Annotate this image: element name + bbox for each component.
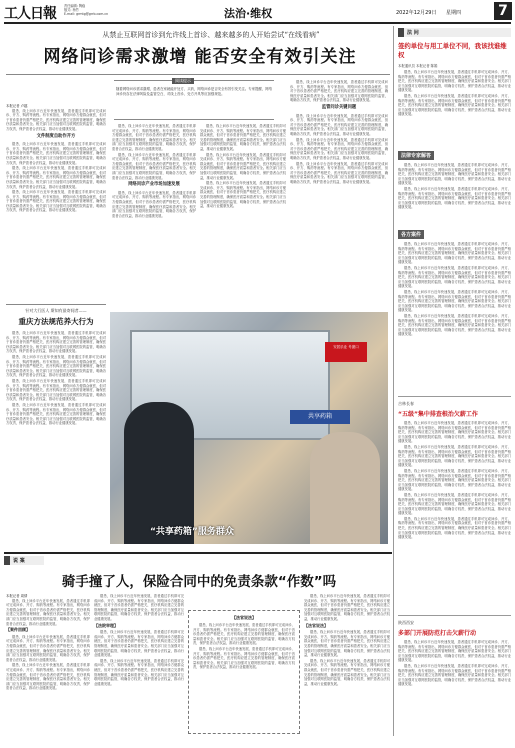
fawen-label-bar	[398, 28, 511, 37]
page-number: 7	[494, 2, 512, 20]
photo-person-figure	[310, 432, 380, 544]
shuofa-label: 说 案	[13, 558, 25, 564]
subhead-3: 监管问诊关键问题	[321, 104, 357, 110]
shuofa-subhead-1: 【案件回顾】	[6, 627, 30, 633]
photo-officer-figure	[124, 402, 194, 544]
body-paragraph: 据悉，线上问诊平台近年快速发展，患者通过手机即可完成问诊、开方、购药等流程。有专家指出，网络问诊方便群众就医，但对于首诊患者仍需严格把关，医疗机构应建立完善的管理制度，确保医疗质量和患者安全。相关部门应当加强对互联网医院的监管，明确各方权责，保护患者合法权益，推动行业健康发展。	[290, 137, 388, 160]
body-paragraph: 据悉，线上问诊平台近年快速发展，患者通过手机即可完成问诊、开方、购药等流程。有专家指出，网络问诊方便群众就医，但对于首诊患者仍需严格把关，医疗机构应建立完善的管理制度，确保医疗质量和患者安全。相关部门应当加强对互联网医院的监管，明确各方权责，保护患者合法权益，推动行业健康发展。	[398, 265, 511, 289]
body-paragraph: 据悉，线上问诊平台近年快速发展，患者通过手机即可完成问诊、开方、购药等流程。有专家指出，网络问诊方便群众就医，但对于首诊患者仍需严格把关，医疗机构应建立完善的管理制度，确保医疗质量和患者安全。相关部门应当加强对互联网医院的监管，明确各方权责，保护患者合法权益，推动行业健康发展。	[200, 124, 286, 151]
body-paragraph: 据悉，线上问诊平台近年快速发展，患者通过手机即可完成问诊、开方、购药等流程。有专家指出，网络问诊方便群众就医，但对于首诊患者仍需严格把关，医疗机构应建立完善的管理制度，确保医疗质量和患者安全。相关部门应当加强对互联网医院的监管，明确各方权责，保护患者合法权益，推动行业健康发展。	[304, 658, 390, 686]
right-divider-1	[398, 396, 511, 397]
body-paragraph: 据悉，线上问诊平台近年快速发展，患者通过手机即可完成问诊、开方、购药等流程。有专家指出，网络问诊方便群众就医，但对于首诊患者仍需严格把关，医疗机构应建立完善的管理制度，确保医疗质量和患者安全。相关部门应当加强对互联网医院的监管，明确各方权责，保护患者合法权益，推动行业健康发展。	[304, 594, 390, 621]
body-paragraph: 据悉，线上问诊平台近年快速发展，患者通过手机即可完成问诊、开方、购药等流程。有专家指出，网络问诊方便群众就医，但对于首诊患者仍需严格把关，医疗机构应建立完善的管理制度，确保医疗质量和患者安全。相关部门应当加强对互联网医院的监管，明确各方权责，保护患者合法权益，推动行业健康发展。	[193, 623, 295, 646]
right-column-divider	[393, 26, 394, 736]
right-body-3	[398, 242, 511, 392]
body-paragraph: 据悉，线上问诊平台近年快速发展，患者通过手机即可完成问诊、开方、购药等流程。有专家指出，网络问诊方便群众就医，但对于首诊患者仍需严格把关，医疗机构应建立完善的管理制度，确保医疗质量和患者安全。相关部门应当加强对互联网医院的监管，明确各方权责，保护患者合法权益，推动行业健康发展。	[398, 289, 511, 313]
body-paragraph: 据悉，线上问诊平台近年快速发展，患者通过手机即可完成问诊、开方、购药等流程。有专家指出，网络问诊方便群众就医，但对于首诊患者仍需严格把关，医疗机构应建立完善的管理制度，确保医疗质量和患者安全。相关部门应当加强对互联网医院的监管，明确各方权责，保护患者合法权益，推动行业健康发展。	[398, 70, 511, 93]
body-paragraph: 据悉，线上问诊平台近年快速发展，患者通过手机即可完成问诊、开方、购药等流程。有专家指出，网络问诊方便群众就医，但对于首诊患者仍需严格把关，医疗机构应建立完善的管理制度，确保医疗质量和患者安全。相关部门应当加强对互联网医院的监管，明确各方权责，保护患者合法权益，推动行业健康发展。	[6, 108, 106, 131]
right-headline: 签约单位与用工单位不同，我该找谁维权	[398, 42, 507, 59]
fawen-label: 法 问	[407, 30, 419, 36]
shuofa-headline: 骑手撞了人，保险合同中的免责条款“作数”吗	[61, 574, 337, 590]
body-paragraph: 据悉，线上问诊平台近年快速发展，患者通过手机即可完成问诊、开方、购药等流程。有专家指出，网络问诊方便群众就医，但对于首诊患者仍需严格把关，医疗机构应建立完善的管理制度，确保医疗质量和患者安全。相关部门应当加强对互联网医院的监管，明确各方权责，保护患者合法权益，推动行业健康发展。	[398, 186, 511, 210]
right-body-2	[398, 163, 511, 221]
box-kicker: 针对大行医人 斯知有最寄间者——	[25, 308, 87, 313]
masthead-rule	[4, 22, 511, 24]
body-paragraph: 据悉，线上问诊平台近年快速发展，患者通过手机即可完成问诊、开方、购药等流程。有专家指出，网络问诊方便群众就医，但对于首诊患者仍需严格把关，医疗机构应建立完善的管理制度，确保医疗质量和患者安全。相关部门应当加强对互联网医院的监管，明确各方权责，保护患者合法权益，推动行业健康发展。	[398, 93, 511, 117]
photo-sign: 共享药箱	[290, 410, 350, 424]
body-paragraph: 据悉，线上问诊平台近年快速发展，患者通过手机即可完成问诊、开方、购药等流程。有专家指出，网络问诊方便群众就医，但对于首诊患者仍需严格把关，医疗机构应建立完善的管理制度，确保医疗质量和患者安全。相关部门应当加强对互联网医院的监管，明确各方权责，保护患者合法权益，推动行业健康发展。	[94, 658, 184, 686]
shuofa-col1	[6, 594, 90, 744]
body-paragraph: 据悉，线上问诊平台近年快速发展，患者通过手机即可完成问诊、开方、购药等流程。有专家指出，网络问诊方便群众就医，但对于首诊患者仍需严格把关，医疗机构应建立完善的管理制度，确保医疗质量和患者安全。相关部门应当加强对互联网医院的监管，明确各方权责，保护患者合法权益，推动行业健康发展。	[398, 468, 511, 492]
masthead-editor-info	[64, 4, 108, 16]
mid-body	[398, 421, 511, 611]
lead-col2	[112, 124, 196, 310]
lead-col4	[290, 80, 388, 308]
lead-col1	[6, 104, 106, 300]
editor-line: 责任编辑: 陶稳	[64, 4, 86, 8]
body-paragraph: 据悉，线上问诊平台近年快速发展，患者通过手机即可完成问诊、开方、购药等流程。有专家指出，网络问诊方便群众就医，但对于首诊患者仍需严格把关，医疗机构应建立完善的管理制度，确保医疗质量和患者安全。相关部门应当加强对互联网医院的监管，明确各方权责，保护患者合法权益，推动行业健康发展。	[290, 113, 388, 136]
body-paragraph: 据悉，线上问诊平台近年快速发展，患者通过手机即可完成问诊、开方、购药等流程。有专家指出，网络问诊方便群众就医，但对于首诊患者仍需严格把关，医疗机构应建立完善的管理制度，确保医疗质量和患者安全。相关部门应当加强对互联网医院的监管，明确各方权责，保护患者合法权益，推动行业健康发展。	[6, 634, 90, 662]
shuofa-subhead-3: 【法官说法】	[304, 622, 328, 628]
box-body	[6, 331, 106, 531]
body-paragraph: 据悉，线上问诊平台近年快速发展，患者通过手机即可完成问诊、开方、购药等流程。有专家指出，网络问诊方便群众就医，但对于首诊患者仍需严格把关，医疗机构应建立完善的管理制度，确保医疗质量和患者安全。相关部门应当加强对互联网医院的监管，明确各方权责，保护患者合法权益，推动行业健康发展。	[193, 646, 295, 670]
body-paragraph: 据悉，线上问诊平台近年快速发展，患者通过手机即可完成问诊、开方、购药等流程。有专家指出，网络问诊方便群众就医，但对于首诊患者仍需严格把关，医疗机构应建立完善的管理制度，确保医疗质量和患者安全。相关部门应当加强对互联网医院的监管，明确各方权责，保护患者合法权益，推动行业健康发展。	[6, 402, 106, 426]
right-divider-2	[398, 615, 511, 616]
box-headline: 重庆方法规范养大行为	[18, 317, 94, 326]
mid-headline: “五级”集中排查根治欠薪工作	[398, 411, 478, 418]
email-line: E-mail: grmtg@grrb.com.cn	[64, 12, 109, 16]
mid-title: 吉林长春	[398, 401, 414, 406]
right-subhead-2: 各方案件	[398, 230, 424, 239]
shuofa-rule	[4, 552, 392, 554]
body-paragraph: 据悉，线上问诊平台近年快速发展，患者通过手机即可完成问诊、开方、购药等流程。有专家指出，网络问诊方便群众就医，但对于首诊患者仍需严格把关，医疗机构应建立完善的管理制度，确保医疗质量和患者安全。相关部门应当加强对互联网医院的监管，明确各方权责，保护患者合法权益，推动行业健康发展。	[6, 378, 106, 402]
body-paragraph: 据悉，线上问诊平台近年快速发展，患者通过手机即可完成问诊、开方、购药等流程。有专家指出，网络问诊方便群众就医，但对于首诊患者仍需严格把关，医疗机构应建立完善的管理制度，确保医疗质量和患者安全。相关部门应当加强对互联网医院的监管，明确各方权责，保护患者合法权益，推动行业健康发展。	[94, 630, 184, 658]
body-paragraph: 据悉，线上问诊平台近年快速发展，患者通过手机即可完成问诊、开方、购药等流程。有专家指出，网络问诊方便群众就医，但对于首诊患者仍需严格把关，医疗机构应建立完善的管理制度，确保医疗质量和患者安全。相关部门应当加强对互联网医院的监管，明确各方权责，保护患者合法权益，推动行业健康发展。	[94, 594, 184, 621]
section-title: 法治·维权	[224, 7, 273, 20]
body-paragraph: 据悉，线上问诊平台近年快速发展，患者通过手机即可完成问诊、开方、购药等流程。有专家指出，网络问诊方便群众就医，但对于首诊患者仍需严格把关，医疗机构应建立完善的管理制度，确保医疗质量和患者安全。相关部门应当加强对互联网医院的监管，明确各方权责，保护患者合法权益，推动行业健康发展。	[112, 124, 196, 151]
body-paragraph: 据悉，线上问诊平台近年快速发展，患者通过手机即可完成问诊、开方、购药等流程。有专家指出，网络问诊方便群众就医，但对于首诊患者仍需严格把关，医疗机构应建立完善的管理制度，确保医疗质量和患者安全。相关部门应当加强对互联网医院的监管，明确各方权责，保护患者合法权益，推动行业健康发展。	[6, 142, 106, 165]
body-paragraph: 据悉，线上问诊平台近年快速发展，患者通过手机即可完成问诊、开方、购药等流程。有专家指出，网络问诊方便群众就医，但对于首诊患者仍需严格把关，医疗机构应建立完善的管理制度，确保医疗质量和患者安全。相关部门应当加强对互联网医院的监管，明确各方权责，保护患者合法权益，推动行业健康发展。	[398, 444, 511, 468]
body-paragraph: 据悉，线上问诊平台近年快速发展，患者通过手机即可完成问诊、开方、购药等流程。有专家指出，网络问诊方便群众就医，但对于首诊患者仍需严格把关，医疗机构应建立完善的管理制度，确保医疗质量和患者安全。相关部门应当加强对互联网医院的监管，明确各方权责，保护患者合法权益，推动行业健康发展。	[398, 313, 511, 337]
body-paragraph: 据悉，线上问诊平台近年快速发展，患者通过手机即可完成问诊、开方、购药等流程。有专家指出，网络问诊方便群众就医，但对于首诊患者仍需严格把关，医疗机构应建立完善的管理制度，确保医疗质量和患者安全。相关部门应当加强对互联网医院的监管，明确各方权责，保护患者合法权益，推动行业健康发展。	[398, 516, 511, 540]
box-article	[6, 304, 106, 544]
newspaper-logo: 工人日報	[4, 6, 56, 22]
lead-headline-rule	[6, 74, 390, 75]
right-body-1	[398, 70, 511, 142]
shuofa-sidebar-body	[193, 623, 295, 729]
body-paragraph: 据悉，线上问诊平台近年快速发展，患者通过手机即可完成问诊、开方、购药等流程。有专家指出，网络问诊方便群众就医，但对于首诊患者仍需严格把关，医疗机构应建立完善的管理制度，确保医疗质量和患者安全。相关部门应当加强对互联网医院的监管，明确各方权责，保护患者合法权益，推动行业健康发展。	[290, 80, 388, 103]
body-paragraph: 据悉，线上问诊平台近年快速发展，患者通过手机即可完成问诊、开方、购药等流程。有专家指出，网络问诊方便群众就医，但对于首诊患者仍需严格把关，医疗机构应建立完善的管理制度，确保医疗质量和患者安全。相关部门应当加强对互联网医院的监管，明确各方权责，保护患者合法权益，推动行业健康发展。	[6, 190, 106, 213]
body-paragraph: 据悉，线上问诊平台近年快速发展，患者通过手机即可完成问诊、开方、购药等流程。有专家指出，网络问诊方便群众就医，但对于首诊患者仍需严格把关，医疗机构应建立完善的管理制度，确保医疗质量和患者安全。相关部门应当加强对互联网医院的监管，明确各方权责，保护患者合法权益，推动行业健康发展。	[398, 640, 511, 663]
shuofa-col2	[94, 594, 184, 744]
body-paragraph: 据悉，线上问诊平台近年快速发展，患者通过手机即可完成问诊、开方、购药等流程。有专家指出，网络问诊方便群众就医，但对于首诊患者仍需严格把关，医疗机构应建立完善的管理制度，确保医疗质量和患者安全。相关部门应当加强对互联网医院的监管，明确各方权责，保护患者合法权益，推动行业健康发展。	[398, 242, 511, 265]
right-column	[398, 28, 511, 736]
date-label: 2022年12月29日	[396, 10, 437, 16]
shuofa-label-bar	[4, 556, 44, 565]
body-paragraph: 据悉，线上问诊平台近年快速发展，患者通过手机即可完成问诊、开方、购药等流程。有专家指出，网络问诊方便群众就医，但对于首诊患者仍需严格把关，医疗机构应建立完善的管理制度，确保医疗质量和患者安全。相关部门应当加强对互联网医院的监管，明确各方权责，保护患者合法权益，推动行业健康发展。	[6, 331, 106, 354]
right-subhead-1: 法律专家解答	[398, 151, 434, 160]
masthead	[0, 0, 515, 22]
bottom-headline: 多部门开展防范打击欠薪行动	[398, 630, 477, 637]
reading-tip-text: 随着网络问诊需求激增，患者在家就能开处方、买药，网络问诊是否安全有效引发关注。专家提醒，网络问诊仍存在法律风险及监管空白，对线上首诊、处方开具等应加强规范。	[116, 87, 272, 96]
body-paragraph: 据悉，线上问诊平台近年快速发展，患者通过手机即可完成问诊、开方、购药等流程。有专家指出，网络问诊方便群众就医，但对于首诊患者仍需严格把关，医疗机构应建立完善的管理制度，确保医疗质量和患者安全。相关部门应当加强对互联网医院的监管，明确各方权责，保护患者合法权益，推动行业健康发展。	[304, 630, 390, 658]
subhead-2: 网络问诊产业市场加速发展	[128, 182, 180, 188]
shuofa-subhead-2: 【法院审理】	[94, 622, 118, 628]
lead-kicker: 从禁止互联网首诊到允许线上首诊、越来越多的人开始尝试“在线看病”	[102, 31, 320, 39]
layout-line: 版式: 杨竹	[64, 8, 79, 12]
shuofa-col4	[304, 594, 390, 744]
body-paragraph: 据悉，线上问诊平台近年快速发展，患者通过手机即可完成问诊、开方、购药等流程。有专家指出，网络问诊方便群众就医，但对于首诊患者仍需严格把关，医疗机构应建立完善的管理制度，确保医疗质量和患者安全。相关部门应当加强对互联网医院的监管，明确各方权责，保护患者合法权益，推动行业健康发展。	[6, 354, 106, 378]
body-paragraph: 据悉，线上问诊平台近年快速发展，患者通过手机即可完成问诊、开方、购药等流程。有专家指出，网络问诊方便群众就医，但对于首诊患者仍需严格把关，医疗机构应建立完善的管理制度，确保医疗质量和患者安全。相关部门应当加强对互联网医院的监管，明确各方权责，保护患者合法权益，推动行业健康发展。	[6, 598, 90, 626]
right-byline: 本报通讯员 本报记者 陈娟	[398, 64, 438, 68]
body-paragraph: 据悉，线上问诊平台近年快速发展，患者通过手机即可完成问诊、开方、购药等流程。有专家指出，网络问诊方便群众就医，但对于首诊患者仍需严格把关，医疗机构应建立完善的管理制度，确保医疗质量和患者安全。相关部门应当加强对互联网医院的监管，明确各方权责，保护患者合法权益，推动行业健康发展。	[112, 190, 196, 218]
body-paragraph: 据悉，线上问诊平台近年快速发展，患者通过手机即可完成问诊、开方、购药等流程。有专家指出，网络问诊方便群众就医，但对于首诊患者仍需严格把关，医疗机构应建立完善的管理制度，确保医疗质量和患者安全。相关部门应当加强对互联网医院的监管，明确各方权责，保护患者合法权益，推动行业健康发展。	[290, 161, 388, 184]
shuofa-sidebar-title: 【法官说法】	[232, 615, 256, 620]
reading-tip-label: 阅读提示	[172, 78, 194, 84]
body-paragraph: 据悉，线上问诊平台近年快速发展，患者通过手机即可完成问诊、开方、购药等流程。有专家指出，网络问诊方便群众就医，但对于首诊患者仍需严格把关，医疗机构应建立完善的管理制度，确保医疗质量和患者安全。相关部门应当加强对互联网医院的监管，明确各方权责，保护患者合法权益，推动行业健康发展。	[398, 163, 511, 186]
body-paragraph: 据悉，线上问诊平台近年快速发展，患者通过手机即可完成问诊、开方、购药等流程。有专家指出，网络问诊方便群众就医，但对于首诊患者仍需严格把关，医疗机构应建立完善的管理制度，确保医疗质量和患者安全。相关部门应当加强对互联网医院的监管，明确各方权责，保护患者合法权益，推动行业健康发展。	[398, 421, 511, 444]
body-paragraph: 据悉，线上问诊平台近年快速发展，患者通过手机即可完成问诊、开方、购药等流程。有专家指出，网络问诊方便群众就医，但对于首诊患者仍需严格把关，医疗机构应建立完善的管理制度，确保医疗质量和患者安全。相关部门应当加强对互联网医院的监管，明确各方权责，保护患者合法权益，推动行业健康发展。	[200, 152, 286, 180]
body-paragraph: 据悉，线上问诊平台近年快速发展，患者通过手机即可完成问诊、开方、购药等流程。有专家指出，网络问诊方便群众就医，但对于首诊患者仍需严格把关，医疗机构应建立完善的管理制度，确保医疗质量和患者安全。相关部门应当加强对互联网医院的监管，明确各方权责，保护患者合法权益，推动行业健康发展。	[398, 663, 511, 687]
body-paragraph: 据悉，线上问诊平台近年快速发展，患者通过手机即可完成问诊、开方、购药等流程。有专家指出，网络问诊方便群众就医，但对于首诊患者仍需严格把关，医疗机构应建立完善的管理制度，确保医疗质量和患者安全。相关部门应当加强对互联网医院的监管，明确各方权责，保护患者合法权益，推动行业健康发展。	[6, 663, 90, 691]
lead-col3	[200, 124, 286, 310]
news-photo	[110, 312, 388, 544]
subhead-1: 文件制度自助作开方	[36, 133, 76, 139]
weekday-label: 星期四	[446, 10, 462, 16]
body-paragraph: 据悉，线上问诊平台近年快速发展，患者通过手机即可完成问诊、开方、购药等流程。有专家指出，网络问诊方便群众就医，但对于首诊患者仍需严格把关，医疗机构应建立完善的管理制度，确保医疗质量和患者安全。相关部门应当加强对互联网医院的监管，明确各方权责，保护患者合法权益，推动行业健康发展。	[398, 492, 511, 516]
lead-headline: 网络问诊需求激增 能否安全有效引关注	[43, 47, 357, 67]
byline: 本报记者 卢越	[6, 104, 28, 108]
photo-tag: 安居乐业 号窗口	[325, 342, 367, 362]
body-paragraph: 据悉，线上问诊平台近年快速发展，患者通过手机即可完成问诊、开方、购药等流程。有专家指出，网络问诊方便群众就医，但对于首诊患者仍需严格把关，医疗机构应建立完善的管理制度，确保医疗质量和患者安全。相关部门应当加强对互联网医院的监管，明确各方权责，保护患者合法权益，推动行业健康发展。	[200, 181, 286, 209]
body-paragraph: 据悉，线上问诊平台近年快速发展，患者通过手机即可完成问诊、开方、购药等流程。有专家指出，网络问诊方便群众就医，但对于首诊患者仍需严格把关，医疗机构应建立完善的管理制度，确保医疗质量和患者安全。相关部门应当加强对互联网医院的监管，明确各方权责，保护患者合法权益，推动行业健康发展。	[112, 152, 196, 180]
shuofa-byline: 本报记者 周倩	[6, 594, 28, 598]
photo-caption: “共享药箱”服务群众	[150, 527, 234, 537]
bottom-title: 陕西西安	[398, 620, 414, 625]
body-paragraph: 据悉，线上问诊平台近年快速发展，患者通过手机即可完成问诊、开方、购药等流程。有专家指出，网络问诊方便群众就医，但对于首诊患者仍需严格把关，医疗机构应建立完善的管理制度，确保医疗质量和患者安全。相关部门应当加强对互联网医院的监管，明确各方权责，保护患者合法权益，推动行业健康发展。	[6, 166, 106, 189]
bottom-body	[398, 640, 511, 720]
shuofa-sidebar	[188, 610, 300, 734]
reading-tip-box	[114, 80, 274, 120]
